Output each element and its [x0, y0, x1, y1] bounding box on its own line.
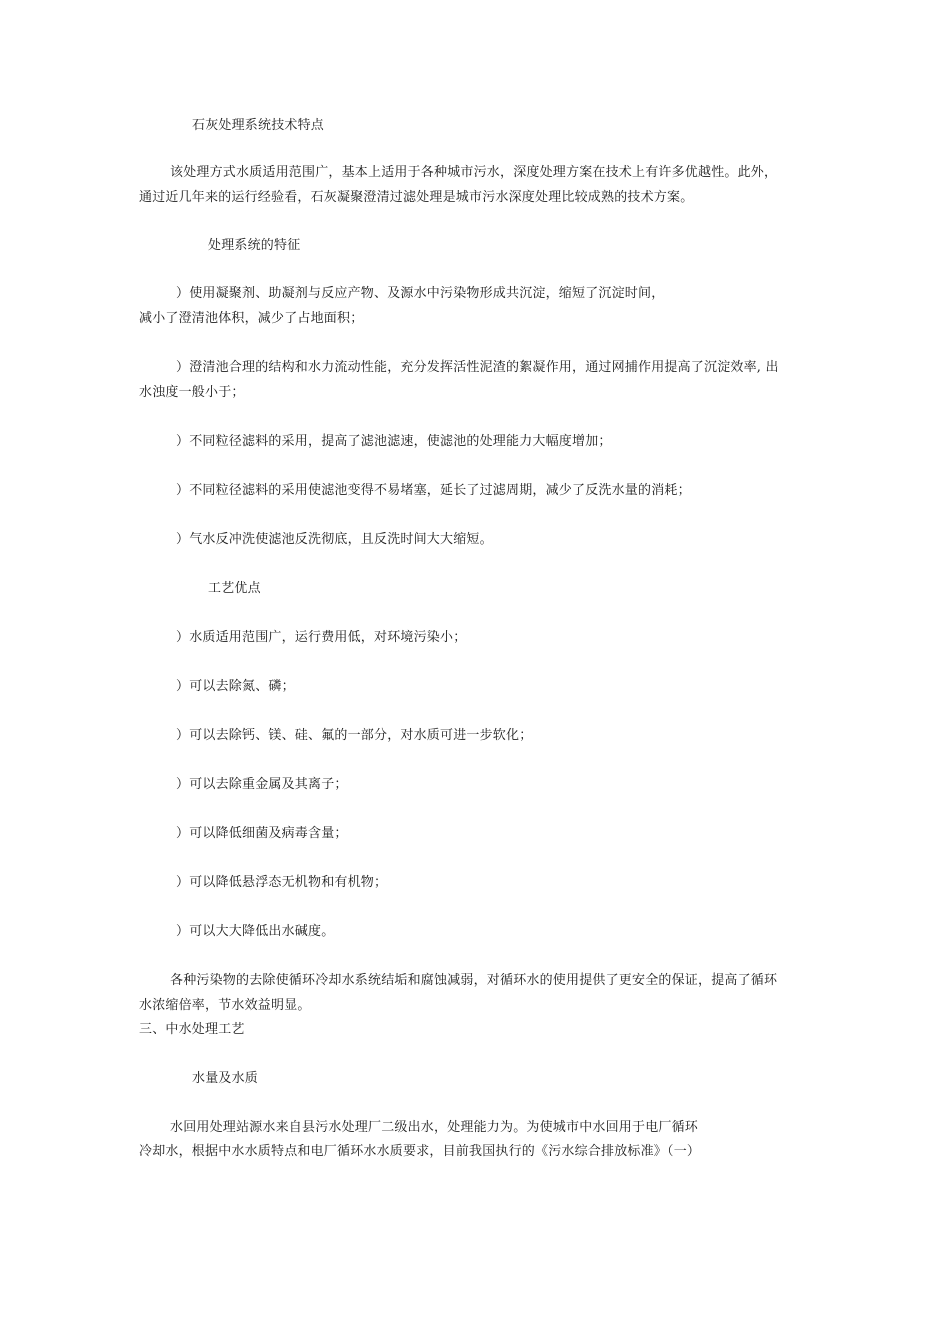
- water-paragraph-line-2: 冷却水，根据中水水质特点和电厂循环水水质要求，目前我国执行的《污水综合排放标准》（一）: [139, 1144, 701, 1159]
- feature-item-1-line-1: ）使用凝聚剂、助凝剂与反应产物、及源水中污染物形成共沉淀，缩短了沉淀时间，: [176, 286, 665, 301]
- feature-item-3: ）不同粒径滤料的采用，提高了滤池滤速，使滤池的处理能力大幅度增加；: [176, 434, 612, 449]
- summary-paragraph-line-1: 各种污染物的去除使循环冷却水系统结垢和腐蚀减弱，对循环水的使用提供了更安全的保证，提高了循环: [170, 973, 778, 988]
- section-heading-lime-treatment: 石灰处理系统技术特点: [192, 118, 325, 133]
- section-heading-process-advantages: 工艺优点: [208, 581, 261, 596]
- feature-item-5: ）气水反冲洗使滤池反洗彻底，且反洗时间大大缩短。: [176, 532, 493, 547]
- advantage-item-4: ）可以去除重金属及其离子；: [176, 777, 348, 792]
- summary-paragraph-line-2: 水浓缩倍率，节水效益明显。: [139, 998, 311, 1013]
- advantage-item-2: ）可以去除氮、磷；: [176, 679, 295, 694]
- advantage-item-5: ）可以降低细菌及病毒含量；: [176, 826, 348, 841]
- section-heading-reclaimed-water-process: 三、中水处理工艺: [139, 1022, 245, 1037]
- feature-item-2-line-1: ）澄清池合理的结构和水力流动性能，充分发挥活性泥渣的絮凝作用，通过网捕作用提高了沉淀效率, 出: [176, 360, 779, 375]
- advantage-item-1: ）水质适用范围广，运行费用低，对环境污染小；: [176, 630, 467, 645]
- feature-item-2-line-2: 水浊度一般小于；: [139, 385, 245, 400]
- section-heading-system-features: 处理系统的特征: [208, 238, 301, 253]
- section-heading-water-quantity-quality: 水量及水质: [192, 1071, 259, 1086]
- intro-paragraph-line-2: 通过近几年来的运行经验看，石灰凝聚澄清过滤处理是城市污水深度处理比较成熟的技术方案。: [139, 190, 694, 205]
- feature-item-1-line-2: 减小了澄清池体积，减少了占地面积；: [139, 311, 364, 326]
- feature-item-4: ）不同粒径滤料的采用使滤池变得不易堵塞，延长了过滤周期，减少了反洗水量的消耗；: [176, 483, 691, 498]
- advantage-item-3: ）可以去除钙、镁、硅、氟的一部分，对水质可进一步软化；: [176, 728, 533, 743]
- advantage-item-7: ）可以大大降低出水碱度。: [176, 924, 335, 939]
- advantage-item-6: ）可以降低悬浮态无机物和有机物；: [176, 875, 388, 890]
- water-paragraph-line-1: 水回用处理站源水来自县污水处理厂二级出水，处理能力为。为使城市中水回用于电厂循环: [170, 1120, 699, 1135]
- intro-paragraph-line-1: 该处理方式水质适用范围广，基本上适用于各种城市污水，深度处理方案在技术上有许多优越性。此外，: [170, 165, 778, 180]
